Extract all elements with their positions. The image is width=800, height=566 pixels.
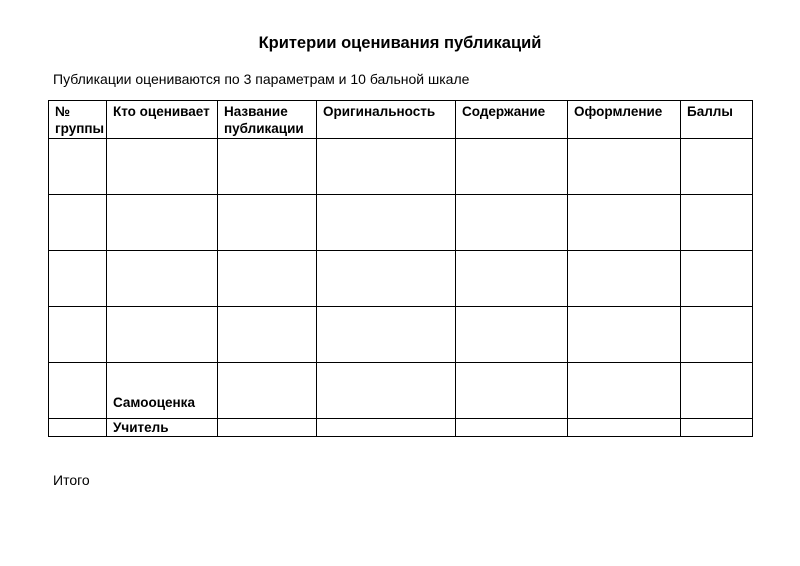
table-cell[interactable] [317, 251, 456, 307]
document-subtitle: Публикации оцениваются по 3 параметрам и 10 бальной шкале [53, 71, 470, 87]
table-cell[interactable] [49, 139, 107, 195]
table-cell[interactable] [681, 139, 753, 195]
table-cell[interactable] [49, 251, 107, 307]
table-cell[interactable] [317, 195, 456, 251]
table-row [49, 139, 753, 195]
header-originality: Оригинальность [317, 101, 456, 139]
table-cell[interactable] [456, 307, 568, 363]
table-cell[interactable] [456, 139, 568, 195]
teacher-row [49, 419, 753, 437]
document-title: Критерии оценивания публикаций [258, 34, 542, 52]
table-cell[interactable] [681, 195, 753, 251]
table-cell[interactable] [218, 419, 317, 437]
table-cell[interactable] [456, 251, 568, 307]
header-content: Содержание [456, 101, 568, 139]
table-cell[interactable] [107, 139, 218, 195]
table-cell[interactable] [681, 307, 753, 363]
table-row [49, 251, 753, 307]
header-publication-title: Название публикации [218, 101, 317, 139]
table-cell[interactable] [681, 251, 753, 307]
table-cell[interactable] [218, 363, 317, 419]
self-assessment-row [49, 363, 753, 419]
table-cell[interactable] [49, 307, 107, 363]
table-cell[interactable] [107, 307, 218, 363]
table-header-row [49, 101, 753, 139]
table-cell[interactable] [568, 307, 681, 363]
table-cell[interactable] [218, 139, 317, 195]
table-cell[interactable] [49, 419, 107, 437]
table-cell[interactable] [456, 195, 568, 251]
table-cell[interactable] [681, 363, 753, 419]
table-cell[interactable] [49, 363, 107, 419]
total-label: Итого [53, 472, 90, 488]
table-cell[interactable] [456, 363, 568, 419]
table-cell[interactable] [218, 195, 317, 251]
table-cell[interactable] [568, 195, 681, 251]
table-cell[interactable] [456, 419, 568, 437]
header-group-number: № группы [49, 101, 107, 139]
table-cell[interactable] [218, 307, 317, 363]
table-row [49, 195, 753, 251]
table-cell[interactable] [568, 139, 681, 195]
table-cell[interactable] [107, 195, 218, 251]
table-cell[interactable] [49, 195, 107, 251]
teacher-label: Учитель [107, 419, 218, 437]
table-cell[interactable] [218, 251, 317, 307]
table-cell[interactable] [568, 419, 681, 437]
table-cell[interactable] [681, 419, 753, 437]
criteria-table [48, 100, 753, 437]
table-cell[interactable] [317, 139, 456, 195]
table-cell[interactable] [107, 251, 218, 307]
table-row [49, 307, 753, 363]
table-cell[interactable] [317, 307, 456, 363]
self-assessment-label: Самооценка [107, 363, 218, 419]
table-cell[interactable] [568, 251, 681, 307]
table-cell[interactable] [317, 419, 456, 437]
table-cell[interactable] [317, 363, 456, 419]
table-cell[interactable] [568, 363, 681, 419]
header-score: Баллы [681, 101, 753, 139]
header-design: Оформление [568, 101, 681, 139]
header-evaluator: Кто оценивает [107, 101, 218, 139]
